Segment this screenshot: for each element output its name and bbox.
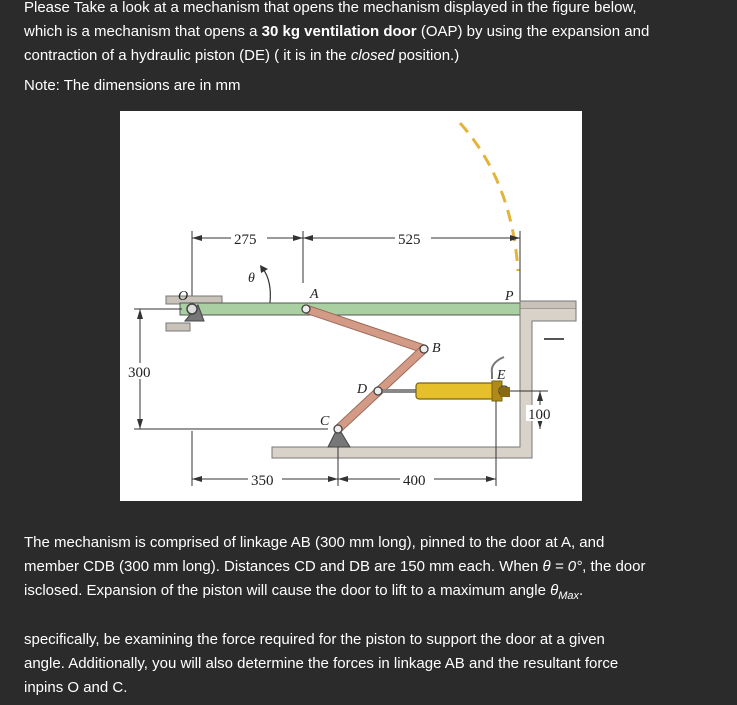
label-A: A	[310, 287, 319, 302]
dim-100-label: 100	[528, 407, 551, 423]
desc-line-2-end: , the door	[582, 558, 646, 575]
right-frame	[520, 301, 576, 309]
pin-C	[334, 425, 342, 433]
pin-D	[374, 387, 382, 395]
desc-line-1: The mechanism is comprised of linkage AB (300 mm long), pinned to the door at A, and	[24, 534, 605, 551]
intro-line-3-end: position.)	[394, 47, 460, 64]
door-mass-bold: 30 kg ventilation door	[261, 23, 417, 40]
theta-arrow	[263, 269, 270, 303]
dim-300-label: 300	[128, 365, 151, 381]
intro-line-2-start: which is a mechanism that opens a	[24, 23, 262, 40]
pin-B	[420, 345, 428, 353]
left-dimension-line	[134, 309, 328, 429]
dim-525-label: 525	[398, 232, 421, 248]
label-O: O	[178, 289, 189, 304]
pin-A	[302, 305, 310, 313]
desc-line-3-end: .	[579, 582, 584, 599]
theta-label: θ	[248, 271, 255, 286]
label-E: E	[497, 368, 506, 383]
mechanism-figure	[120, 111, 582, 501]
intro-line-3-start: contraction of a hydraulic piston (DE) ( it is in the	[24, 47, 351, 64]
intro-line-2-end: (OAP) by using the expansion and	[416, 23, 650, 40]
intro-line-1: Please Take a look at a mechanism that opens the mechanism displayed in the figure below,	[24, 0, 637, 16]
task-paragraph	[24, 628, 714, 700]
pin-O	[187, 304, 197, 314]
theta-max-subscript: Max	[558, 590, 580, 602]
closed-italic: closed	[350, 47, 395, 64]
door-swing-arc	[460, 123, 518, 271]
desc-line-2-start: member CDB (300 mm long). Distances CD and DB are 150 mm each. When	[24, 558, 543, 575]
piston-cylinder	[416, 383, 496, 399]
dim-275-label: 275	[234, 232, 257, 248]
task-line-1: specifically, be examining the force required for the piston to support the door at a given	[24, 631, 605, 648]
note-text: Note: The dimensions are in mm	[24, 77, 241, 94]
label-P: P	[505, 289, 514, 304]
label-C: C	[320, 414, 330, 429]
door-OAP	[180, 303, 520, 315]
dim-400-label: 400	[403, 473, 426, 489]
desc-line-3-start: isclosed. Expansion of the piston will cause the door to lift to a maximum angle	[24, 582, 551, 599]
task-line-3: inpins O and C.	[24, 679, 128, 696]
intro-paragraph	[24, 0, 714, 68]
dim-350-label: 350	[251, 473, 274, 489]
label-B: B	[432, 341, 441, 356]
description-paragraph	[24, 531, 714, 608]
task-line-2: angle. Additionally, you will also determine the forces in linkage AB and the resultant force	[24, 655, 619, 672]
theta-max-symbol: θ	[550, 582, 559, 599]
mechanism-diagram	[120, 111, 582, 501]
label-D: D	[357, 382, 368, 397]
theta-equation: θ = 0°	[542, 558, 583, 575]
